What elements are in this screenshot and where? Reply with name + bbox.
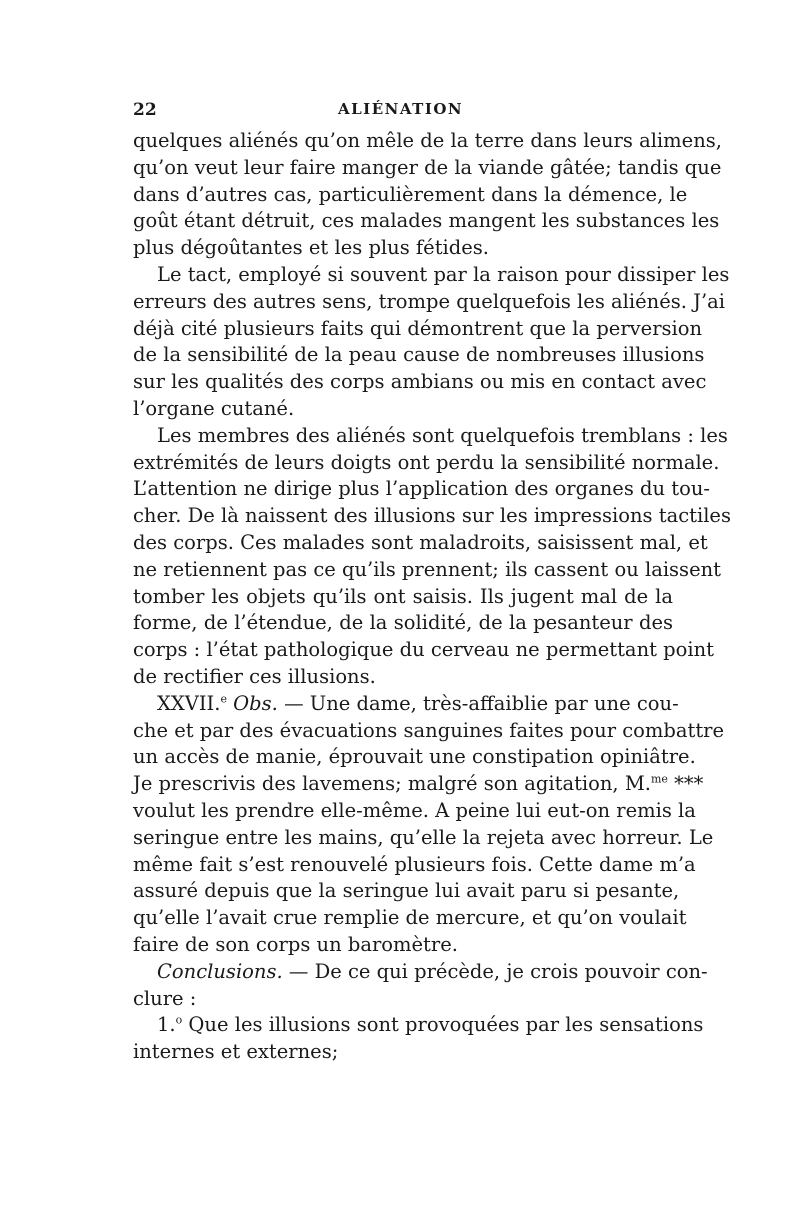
observation-number: XXVII. xyxy=(157,691,221,715)
page-number: 22 xyxy=(133,100,157,120)
text-line: sur les qualités des corps ambians ou mis en contact avec xyxy=(133,370,707,394)
text-line: qu’on veut leur faire manger de la viande gâtée; tandis que xyxy=(133,155,722,179)
observation-heading-line xyxy=(133,691,679,718)
text-line: Les membres des aliénés sont quelquefois tremblans : les xyxy=(157,423,728,447)
list-item-text: Que les illusions sont provoquées par les sensations xyxy=(182,1013,704,1037)
text-line: seringue entre les mains, qu’elle la rejeta avec horreur. Le xyxy=(133,825,714,849)
text-line: des corps. Ces malades sont maladroits, saisissent mal, et xyxy=(133,530,708,554)
text-line: Le tact, employé si souvent par la raison pour dissiper les xyxy=(157,262,730,286)
observation-text: — Une dame, très-affaiblie par une cou- xyxy=(284,691,679,715)
text-line: même fait s’est renouvelé plusieurs fois. Cette dame m’a xyxy=(133,852,696,876)
observation-number-sup: e xyxy=(220,692,227,706)
text-line: internes et externes; xyxy=(133,1040,339,1064)
text-line: quelques aliénés qu’on mêle de la terre dans leurs alimens, xyxy=(133,129,722,152)
list-item-number: 1. xyxy=(157,1013,176,1037)
observation-label: Obs. xyxy=(233,691,278,715)
list-item-number-sup: o xyxy=(175,1013,183,1027)
conclusions-heading-line xyxy=(133,959,708,986)
text-line: qu’elle l’avait crue remplie de mercure, et qu’on voulait xyxy=(133,906,687,930)
text-fragment: *** xyxy=(667,772,704,796)
text-line: faire de son corps un baromètre. xyxy=(133,932,458,956)
text-line: voulut les prendre elle-même. A peine lui eut-on remis la xyxy=(133,798,696,822)
text-line: corps : l’état pathologique du cerveau ne permettant point xyxy=(133,638,715,662)
text-line: déjà cité plusieurs faits qui démontrent que la perversion xyxy=(133,316,703,340)
text-line: de la sensibilité de la peau cause de nombreuses illusions xyxy=(133,343,705,367)
text-line: de rectifier ces illusions. xyxy=(133,664,376,688)
text-line: cher. De là naissent des illusions sur les impressions tactiles xyxy=(133,504,731,528)
running-title: ALIÉNATION xyxy=(338,100,464,118)
text-line: plus dégoûtantes et les plus fétides. xyxy=(133,236,489,260)
text-line: L’attention ne dirige plus l’application des organes du tou- xyxy=(133,477,711,501)
text-line: un accès de manie, éprouvait une constipation opiniâtre. xyxy=(133,745,696,769)
list-item-line xyxy=(133,1012,704,1039)
text-fragment: Je prescrivis des lavemens; malgré son agitation, M. xyxy=(133,772,651,796)
body-text xyxy=(133,128,731,1066)
text-line: assuré depuis que la seringue lui avait paru si pesante, xyxy=(133,879,680,903)
text-line: erreurs des autres sens, trompe quelquefois les aliénés. J’ai xyxy=(133,289,726,313)
text-line: ne retiennent pas ce qu’ils prennent; ils cassent ou laissent xyxy=(133,557,721,581)
mme-sup: me xyxy=(651,772,668,786)
text-line: dans d’autres cas, particulièrement dans la démence, le xyxy=(133,182,688,206)
text-line xyxy=(133,771,704,798)
conclusions-label: Conclusions. xyxy=(157,959,283,983)
text-line: che et par des évacuations sanguines faites pour combattre xyxy=(133,718,725,742)
text-line: l’organe cutané. xyxy=(133,396,295,420)
text-line: goût étant détruit, ces malades mangent les substances les xyxy=(133,209,720,233)
running-head xyxy=(133,100,673,124)
text-line: tomber les objets qu’ils ont saisis. Ils jugent mal de la xyxy=(133,584,673,608)
conclusions-text: — De ce qui précède, je crois pouvoir con- xyxy=(282,959,708,983)
text-line: forme, de l’étendue, de la solidité, de la pesanteur des xyxy=(133,611,673,635)
text-line: clure : xyxy=(133,986,197,1010)
text-line: extrémités de leurs doigts ont perdu la sensibilité normale. xyxy=(133,450,720,474)
